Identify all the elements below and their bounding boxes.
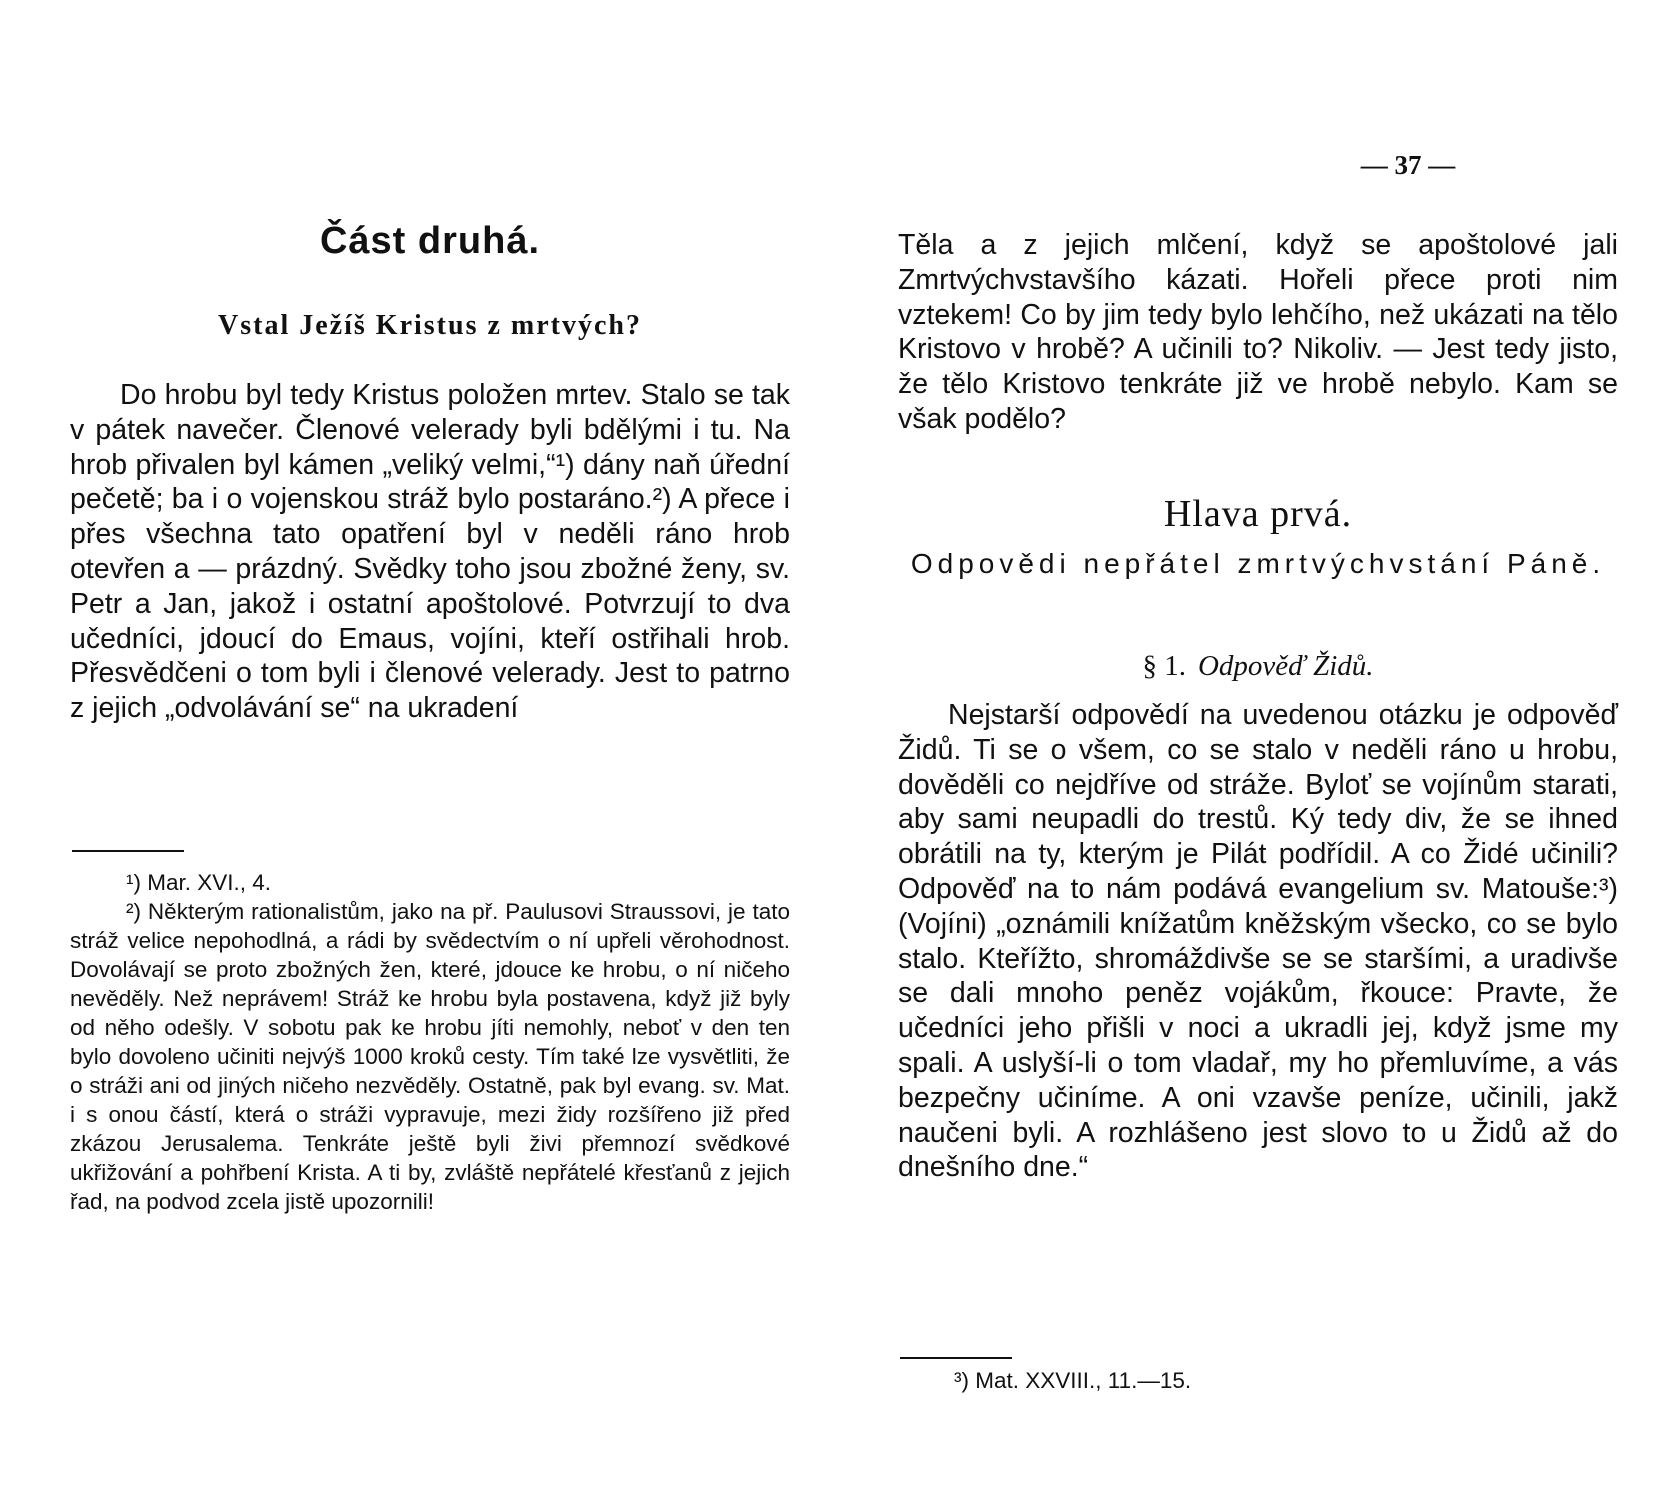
left-body-paragraph: Do hrobu byl tedy Kristus položen mrtev. Stalo se tak v pátek navečer. Členové velerady byli bdělými i tu. Na hrob přivalen byl kámen „veliký velmi,“¹) dány naň úřední pečetě; ba i o vojenskou stráž bylo postaráno.²) A přece i přes všechna tato opatření byl v neděli ráno hrob otevřen a — prázdný. Svědky toho jsou zbožné ženy, sv. Petr a Jan, jakož i ostatní apoštolové. Potvrzují to dva učedníci, jdoucí do Emaus, vojíni, kteří ostřihali hrob. Přesvědčeni o tom byli i členové velerady. Jest to patrno z jejich „odvolávání se“ na ukradení xyxy=(70,379,790,725)
section-title: Odpověď Židů. xyxy=(1197,650,1374,682)
footnote-rule xyxy=(900,1357,1012,1359)
chapter-title: Hlava prvá. xyxy=(1163,493,1353,535)
right-body-top xyxy=(898,228,1618,437)
right-body xyxy=(898,698,1618,1185)
footnote-1: ¹) Mar. XVI., 4. xyxy=(126,870,272,895)
footnote-3: ³) Mat. XXVIII., 11.—15. xyxy=(954,1368,1192,1393)
right-body-paragraph: Nejstarší odpovědí na uvedenou otázku je odpověď Židů. Ti se o všem, co se stalo v neděli ráno u hrobu, dověděli co nejdříve od stráže. Byloť se vojínům starati, aby sami neupadli do trestů. Ký tedy div, že se ihned obrátili na ty, kterým je Pilát podřídil. A co Židé učinili? Odpověď na to nám podává evangelium sv. Matouše:³) (Vojíni) „oznámili knížatům kněžským všecko, co se bylo stalo. Kteřížto, shromáždivše se se staršími, a uradivše se dali mnoho peněz vojákům, řkouce: Pravte, že učedníci jeho přišli v noci a ukradli jej, když jsme my spali. A uslyší-li o tom vladař, my ho přemluvíme, a vás bezpečny učiníme. A oni vzavše peníze, učinili, jakž naučeni byli. A rozhlášeno jest slovo to u Židů až do dnešního dne.“ xyxy=(898,699,1618,1184)
left-body xyxy=(70,378,790,726)
chapter-subtitle: Odpovědi nepřátel zmrtvýchvstání Páně. xyxy=(910,548,1606,579)
part-title: Část druhá. xyxy=(319,220,541,262)
right-top-paragraph: Těla a z jejich mlčení, když se apoštolové jali Zmrtvýchvstavšího kázati. Hořeli přece proti nim vztekem! Co by jim tedy bylo lehčího, než ukázati na tělo Kristovo v hrobě? A učinili to? Nikoliv. — Jest tedy jisto, že tělo Kristovo tenkráte již ve hrobě nebylo. Kam se však podělo? xyxy=(898,229,1618,435)
section-number: § 1. xyxy=(1142,650,1186,682)
chapter-question: Vstal Ježíš Kristus z mrtvých? xyxy=(218,310,642,341)
footnote-2: ²) Některým rationalistům, jako na př. Paulusovi Straussovi, je tato stráž velice nepohodlná, a rádi by svědectvím o ní upřeli věrohodnost. Dovolávají se proto zbožných žen, které, jdouce ke hrobu, o ní ničeho nevěděly. Než neprávem! Stráž ke hrobu byla postavena, když již byly od něho odešly. V sobotu pak ke hrobu jíti nemohly, neboť v den ten bylo dovoleno učiniti nejvýš 1000 kroků cesty. Tím také lze vysvětliti, že o stráži ani od jiných ničeho nezvěděly. Ostatně, pak byl evang. sv. Mat. i s onou částí, která o stráži vypravuje, mezi židy rozšířeno již před zkázou Jerusalema. Tenkráte ještě byli živi přemnozí svědkové ukřižování a pohřbení Krista. A ti by, zvláště nepřátelé křesťanů z jejich řad, na podvod zcela jistě upozornili! xyxy=(70,899,790,1214)
section-heading xyxy=(898,650,1618,683)
page-number: — 37 — xyxy=(1360,150,1456,180)
footnote-rule xyxy=(72,850,184,852)
